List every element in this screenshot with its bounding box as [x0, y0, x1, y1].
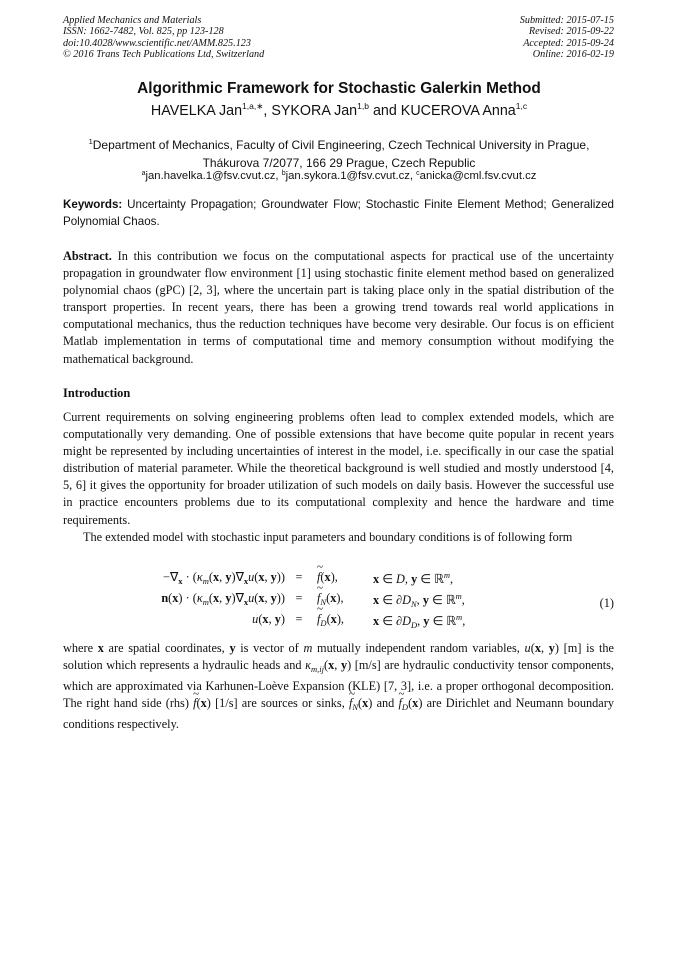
- equation-block: [63, 570, 614, 630]
- post-equation-paragraph: where x are spatial coordinates, y is vector of m mutually independent random variables, u(x, y) [m] is the solution which represents a hydraulic heads and $\kappa_{m,ij}(x$, y) [m/s] are hydraulic conductivity tensor components, which are approximated via Karhunen-Loève Expansion (KLE) [7, 3], i.e. a proper orthogonal decomposition. The right hand side (rhs) ~ f(x) [1/s] are sources or sinks, ~ $f_N(x)$ and ~ $f_D(x)$ are Dirichlet and Neumann boundary conditions respectively.: [63, 640, 614, 733]
- journal-name: Applied Mechanics and Materials: [63, 15, 202, 26]
- equals-sign: =: [295, 591, 303, 605]
- equation-condition: x ∈ $\partial D_D$, y ∈ ℝ$^m$,: [373, 612, 466, 630]
- equation-rhs: ~ $f_D(x)$,: [317, 612, 344, 628]
- journal-info: [63, 15, 264, 61]
- email-link[interactable]: jan.havelka.1@fsv.cvut.cz,: [145, 170, 282, 182]
- text-run: are spatial coordinates,: [103, 641, 230, 655]
- affiliation: [60, 133, 618, 172]
- author-name: HAVELKA Jan: [150, 103, 243, 119]
- date-submitted: Submitted: 2015-07-15: [519, 15, 614, 26]
- equation-number: (1): [599, 596, 614, 610]
- equation-condition: x ∈ D, y ∈ ℝ$^m$,: [373, 570, 454, 586]
- text-run: [m/s] are hydraulic conductivity tensor components, which are approximated via Karhunen-Loève Expansion (KLE) [7, 3], i.e. a proper orthogonal decomposition. The right hand side (rhs): [63, 658, 615, 711]
- keywords-label: Keywords:: [63, 198, 123, 211]
- journal-issn: ISSN: 1662-7482, Vol. 825, pp 123-128: [63, 26, 224, 38]
- keywords-text: Uncertainty Propagation; Groundwater Flow; Stochastic Finite Element Method; Generalized Polynomial Chaos.: [63, 198, 614, 228]
- equation-condition: x ∈ $\partial D_N$, y ∈ ℝ$^m$,: [373, 591, 465, 609]
- email-link[interactable]: anicka@cml.fsv.cvut.cz: [419, 170, 537, 182]
- abstract-label: Abstract.: [63, 249, 112, 263]
- abstract-text: In this contribution we focus on the computational aspects for practical use of the uncertainty propagation in groundwater flow environment [1] using stochastic finite element method based on generalized polynomial chaos (gPC) [2, 3], where the uncertain part is taking place only in the spatial distribution of the transport properties. In recent years, there has been a growing trend towards real world applications in computational mechanics, thus the reduction techniques have become very desirable. Our focus is on efficient Matlab implementation in terms of computational time and memory consumption without modifying the mathematical background.: [63, 249, 614, 366]
- author-list: [0, 101, 678, 119]
- paragraph: Current requirements on solving engineering problems often lead to complex extended models, which are computationally very demanding. One of possible extensions that have become quite popular in recent years might be represented by including uncertainties of interest in the model, i.e. specifically in our case the spatial distribution of material parameter. While the theoretical background is well studied and mostly understood [4, 5, 6] it gives the opportunity for broader utilization of such models on daily basis. However the successful use in practice encounters problems due to its computational complexity and hence the hardware and time requirements.: [63, 410, 614, 527]
- paragraph: The extended model with stochastic input parameters and boundary conditions is of following form: [83, 529, 573, 544]
- author-name: SYKORA Jan: [271, 103, 358, 119]
- affiliation-mark: 1: [88, 137, 93, 146]
- equation-rhs: ~ $f_N(x)$,: [317, 591, 344, 607]
- text-run: [m] is the solution which represents a hydraulic heads and: [63, 641, 614, 673]
- abstract: [63, 248, 614, 368]
- equation-lhs: $-\nabla_x \cdot (\kappa_m(x$, $y)\nabla_xu(x$, y)): [163, 570, 285, 586]
- submission-dates: [520, 15, 614, 61]
- email-mark: a: [141, 170, 146, 177]
- text-run: is vector of: [235, 641, 304, 655]
- equation-lhs: u(x, y): [252, 612, 285, 626]
- author-separator: ,: [263, 103, 272, 119]
- author-separator: and: [368, 103, 401, 119]
- affiliation-text: Department of Mechanics, Faculty of Civil Engineering, Czech Technical University in Prague, Thákurova 7/2077, 166 29 Prague, Czech Republic: [92, 138, 590, 170]
- equation-rhs: ~ f(x),: [317, 570, 338, 585]
- date-accepted: Accepted: 2015-09-24: [523, 37, 614, 49]
- author-affil-mark: 1,b: [357, 101, 369, 111]
- email-link[interactable]: jan.sykora.1@fsv.cvut.cz,: [285, 170, 417, 182]
- date-revised: Revised: 2015-09-22: [528, 26, 614, 38]
- text-run: [1/s] are sources or sinks,: [210, 696, 349, 711]
- journal-doi: doi:10.4028/www.scientific.net/AMM.825.123: [63, 37, 251, 49]
- equation-lhs: $n(x) \cdot (\kappa_m(x$, $y)\nabla_xu(x$, y)): [161, 591, 285, 607]
- text-run: are Dirichlet and Neumann boundary conditions respectively.: [63, 696, 614, 732]
- equals-sign: =: [295, 570, 303, 584]
- equation-row: [63, 570, 614, 589]
- email-mark: b: [281, 170, 286, 177]
- equation-row: [63, 591, 614, 610]
- journal-copyright: © 2016 Trans Tech Publications Ltd, Switzerland: [63, 49, 265, 61]
- paper-title: Algorithmic Framework for Stochastic Galerkin Method: [137, 80, 541, 97]
- text-run: and: [372, 696, 399, 711]
- equals-sign: =: [295, 612, 303, 626]
- email-mark: c: [416, 170, 420, 177]
- keywords: [63, 196, 614, 230]
- author-affil-mark: 1,a,∗: [242, 101, 264, 111]
- section-heading-introduction: Introduction: [63, 386, 131, 400]
- author-emails: [0, 170, 678, 182]
- author-affil-mark: 1,c: [515, 101, 528, 111]
- equation-row: [63, 612, 614, 631]
- date-online: Online: 2016-02-19: [532, 49, 614, 61]
- author-name: KUCEROVA Anna: [400, 103, 516, 119]
- text-run: where: [63, 641, 98, 655]
- text-run: mutually independent random variables,: [312, 641, 525, 655]
- introduction-body: [63, 409, 614, 546]
